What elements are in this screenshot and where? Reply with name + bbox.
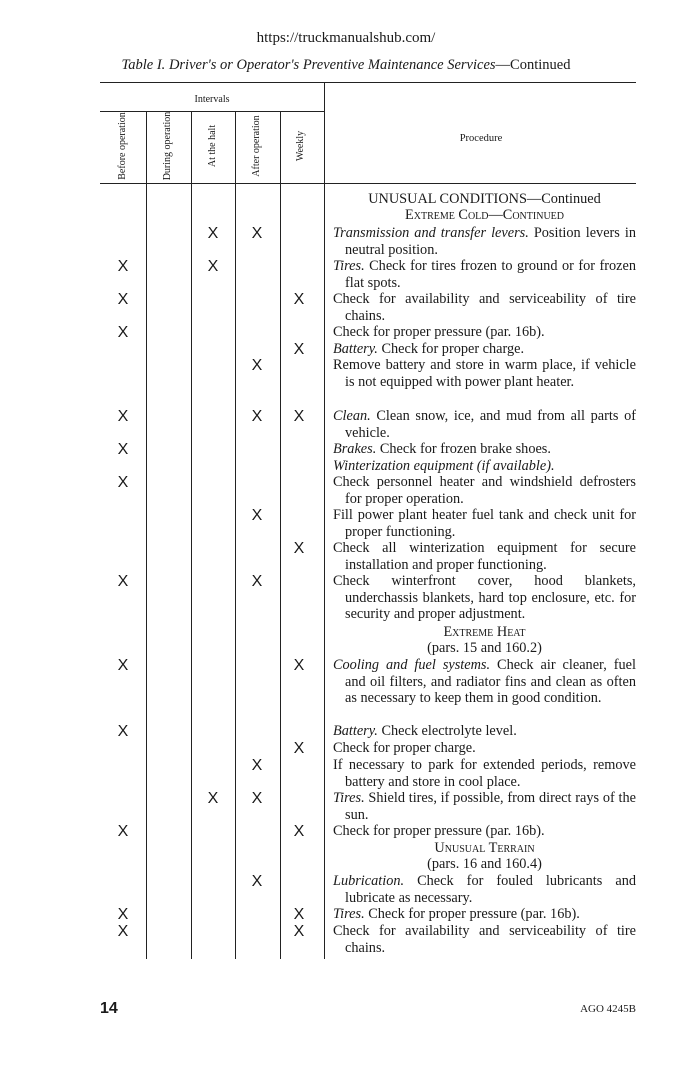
procedure-text bbox=[333, 191, 636, 208]
procedure-body: UNUSUAL CONDITIONS—Continued bbox=[368, 191, 601, 207]
procedure-body: Unusual Terrain bbox=[434, 840, 535, 856]
document-code: AGO 4245B bbox=[580, 1003, 636, 1015]
procedure-text bbox=[333, 624, 636, 641]
mark-after-operation: X bbox=[251, 357, 263, 374]
procedure-text bbox=[333, 740, 636, 757]
col-divider-3 bbox=[235, 111, 236, 959]
mark-before-operation: X bbox=[117, 441, 129, 458]
table-top-rule bbox=[100, 82, 636, 83]
header-after-operation: After operation bbox=[251, 115, 262, 177]
mark-before-operation: X bbox=[117, 291, 129, 308]
procedure-body: Check for proper pressure (par. 16b). bbox=[364, 906, 580, 922]
procedure-text bbox=[333, 507, 636, 540]
procedure-text bbox=[333, 408, 636, 441]
procedure-text bbox=[333, 923, 636, 956]
mark-at-the-halt: X bbox=[207, 258, 219, 275]
col-divider-4 bbox=[280, 111, 281, 959]
procedure-body: Check for frozen brake shoes. bbox=[376, 441, 551, 457]
procedure-body: Extreme Heat bbox=[443, 624, 526, 640]
procedure-text bbox=[333, 324, 636, 341]
procedure-lead: Tires. bbox=[333, 790, 365, 806]
mark-weekly: X bbox=[293, 923, 305, 940]
mark-weekly: X bbox=[293, 823, 305, 840]
intervals-rule bbox=[100, 111, 324, 112]
procedure-body: Check winterfront cover, hood blankets, underchassis blankets, hard top enclosure, etc. for security and proper adjustment. bbox=[333, 573, 636, 622]
table-number: Table I. bbox=[121, 57, 166, 73]
procedure-body: (pars. 15 and 160.2) bbox=[427, 640, 542, 656]
procedure-body: Check for proper pressure (par. 16b). bbox=[333, 823, 545, 839]
col-divider-5 bbox=[324, 82, 325, 959]
table-title: Driver's or Operator's Preventive Maintenance Services bbox=[168, 57, 496, 73]
procedure-body: Check electrolyte level. bbox=[377, 723, 517, 739]
procedure-lead: Lubrication. bbox=[333, 873, 405, 889]
mark-after-operation: X bbox=[251, 790, 263, 807]
procedure-body: (pars. 16 and 160.4) bbox=[427, 856, 542, 872]
procedure-body: Check for availability and serviceability of tire chains. bbox=[333, 923, 636, 956]
source-url[interactable]: https://truckmanualshub.com/ bbox=[256, 30, 436, 46]
mark-after-operation: X bbox=[251, 507, 263, 524]
procedure-text bbox=[333, 341, 636, 358]
procedure-text bbox=[333, 474, 636, 507]
procedure-text bbox=[333, 657, 636, 707]
procedure-text bbox=[333, 540, 636, 573]
mark-weekly: X bbox=[293, 341, 305, 358]
header-at-the-halt: At the halt bbox=[207, 124, 218, 168]
procedure-body: Check personnel heater and windshield defrosters for proper operation. bbox=[333, 474, 636, 507]
mark-before-operation: X bbox=[117, 573, 129, 590]
procedure-body: Check for proper charge. bbox=[333, 740, 476, 756]
procedure-text bbox=[333, 906, 636, 923]
procedure-text bbox=[333, 790, 636, 823]
mark-before-operation: X bbox=[117, 258, 129, 275]
procedure-lead: Winterization equipment (if available). bbox=[333, 458, 555, 474]
procedure-text bbox=[333, 207, 636, 224]
mark-before-operation: X bbox=[117, 657, 129, 674]
procedure-body: Remove battery and store in warm place, if vehicle is not equipped with power plant heater. bbox=[333, 357, 636, 390]
mark-after-operation: X bbox=[251, 873, 263, 890]
header-weekly: Weekly bbox=[295, 130, 306, 162]
mark-after-operation: X bbox=[251, 573, 263, 590]
procedure-text bbox=[333, 757, 636, 790]
procedure-body: Fill power plant heater fuel tank and check unit for proper functioning. bbox=[333, 507, 636, 540]
mark-at-the-halt: X bbox=[207, 225, 219, 242]
procedure-text bbox=[333, 573, 636, 623]
mark-weekly: X bbox=[293, 657, 305, 674]
mark-before-operation: X bbox=[117, 408, 129, 425]
procedure-text bbox=[333, 840, 636, 857]
procedure-body: Check for availability and serviceability of tire chains. bbox=[333, 291, 636, 324]
procedure-body: Clean snow, ice, and mud from all parts of vehicle. bbox=[345, 408, 636, 441]
procedure-text bbox=[333, 291, 636, 324]
procedure-text bbox=[333, 856, 636, 873]
header-during-operation: During operation bbox=[162, 111, 173, 181]
header-before-operation: Before operation bbox=[117, 112, 128, 180]
procedure-body: Shield tires, if possible, from direct rays of the sun. bbox=[345, 790, 636, 823]
procedure-lead: Transmission and transfer levers. bbox=[333, 225, 529, 241]
mark-before-operation: X bbox=[117, 906, 129, 923]
mark-before-operation: X bbox=[117, 723, 129, 740]
mark-before-operation: X bbox=[117, 474, 129, 491]
procedure-body: Check air cleaner, fuel and oil filters, and radiator fins and clean as often as necessary to keep them in good condition. bbox=[345, 657, 636, 706]
header-intervals: Intervals bbox=[194, 94, 230, 105]
page-number: 14 bbox=[100, 1000, 118, 1017]
mark-weekly: X bbox=[293, 291, 305, 308]
table-caption bbox=[0, 57, 692, 74]
mark-after-operation: X bbox=[251, 408, 263, 425]
mark-weekly: X bbox=[293, 906, 305, 923]
procedure-body: Check for proper pressure (par. 16b). bbox=[333, 324, 545, 340]
procedure-text bbox=[333, 640, 636, 657]
mark-before-operation: X bbox=[117, 923, 129, 940]
col-divider-2 bbox=[191, 111, 192, 959]
mark-at-the-halt: X bbox=[207, 790, 219, 807]
procedure-body: Extreme Cold—Continued bbox=[405, 207, 564, 223]
procedure-text bbox=[333, 823, 636, 840]
procedure-lead: Battery. bbox=[333, 341, 378, 357]
procedure-text bbox=[333, 357, 636, 390]
procedure-lead: Tires. bbox=[333, 258, 365, 274]
procedure-body: Position levers in neutral position. bbox=[345, 225, 637, 258]
procedure-lead: Tires. bbox=[333, 906, 365, 922]
procedure-text bbox=[333, 458, 636, 475]
procedure-body: Check for tires frozen to ground or for frozen flat spots. bbox=[345, 258, 636, 291]
procedure-lead: Brakes. bbox=[333, 441, 377, 457]
col-divider-1 bbox=[146, 111, 147, 959]
header-bottom-rule bbox=[100, 183, 636, 184]
procedure-lead: Cooling and fuel systems. bbox=[333, 657, 491, 673]
mark-before-operation: X bbox=[117, 324, 129, 341]
mark-after-operation: X bbox=[251, 757, 263, 774]
procedure-body: Check for fouled lubricants and lubricate as necessary. bbox=[345, 873, 636, 906]
procedure-text bbox=[333, 723, 636, 740]
mark-after-operation: X bbox=[251, 225, 263, 242]
procedure-text bbox=[333, 873, 636, 906]
procedure-text bbox=[333, 441, 636, 458]
table-title-continued: —Continued bbox=[495, 57, 571, 73]
procedure-text bbox=[333, 258, 636, 291]
header-procedure: Procedure bbox=[459, 133, 503, 144]
procedure-body: If necessary to park for extended periods, remove battery and store in cool place. bbox=[333, 757, 636, 790]
mark-weekly: X bbox=[293, 540, 305, 557]
procedure-lead: Battery. bbox=[333, 723, 378, 739]
procedure-text bbox=[333, 225, 636, 258]
mark-weekly: X bbox=[293, 408, 305, 425]
mark-before-operation: X bbox=[117, 823, 129, 840]
mark-weekly: X bbox=[293, 740, 305, 757]
procedure-body: Check all winterization equipment for secure installation and proper functioning. bbox=[333, 540, 636, 573]
procedure-body: Check for proper charge. bbox=[377, 341, 525, 357]
procedure-lead: Clean. bbox=[333, 408, 371, 424]
